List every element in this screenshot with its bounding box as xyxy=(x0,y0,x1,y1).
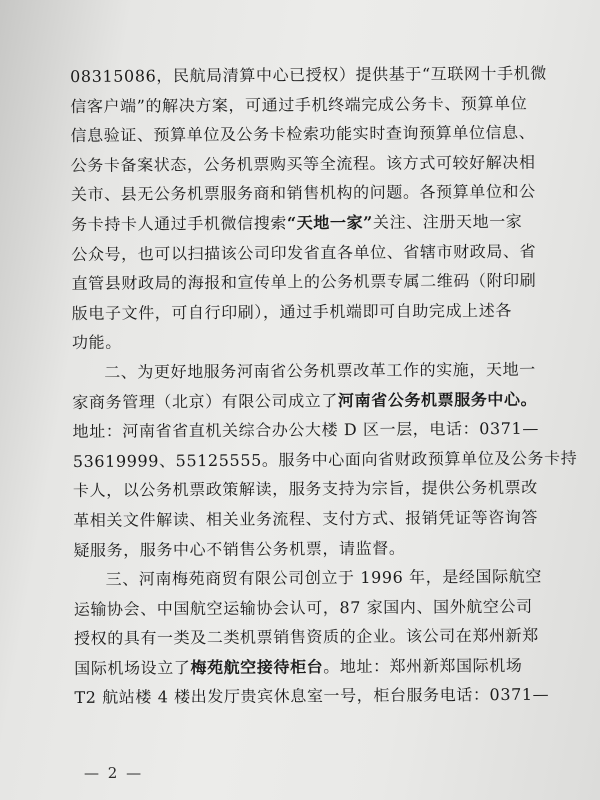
text-line: 公务卡备案状态，公务机票购买等全流程。该方式可较好解决相 xyxy=(70,152,536,175)
text-line: 信息验证、预算单位及公务卡检索功能实时查询预算单位信息、 xyxy=(70,122,536,146)
text-segment: 务卡持卡人通过手机微信搜索 xyxy=(71,213,288,234)
text-line: 53619999、55125555。服务中心面向省财政预算单位及公务卡持 xyxy=(72,448,578,471)
bold-term: 河南省公务机票服务中心。 xyxy=(337,389,538,410)
text-segment: 国际机场设立了 xyxy=(74,658,191,678)
paragraph-2 xyxy=(72,355,578,565)
page-number: — 2 — xyxy=(84,764,144,782)
text-line: 卡人，以公务机票政策解读，服务支持为宗旨，提供公务机票改 xyxy=(72,478,538,501)
text-line: 三、河南梅苑商贸有限公司创立于 1996 年，是经国际航空 xyxy=(105,566,542,589)
text-line: 功能。 xyxy=(71,332,122,353)
text-line: T2 航站楼 4 楼出发厅贵宾休息室一号，柜台服务电话：0371— xyxy=(74,685,550,708)
text-line xyxy=(74,651,544,684)
text-segment: 关注、注册天地一家 xyxy=(372,211,523,232)
text-line xyxy=(72,384,542,417)
text-line: 二、为更好地服务河南省公务机票改革工作的实施，天地一 xyxy=(104,359,536,382)
text-line: 地址：河南省省直机关综合办公大楼 D 区一层，电话：0371— xyxy=(72,418,539,442)
text-line: 授权的具有一类及二类机票销售资质的企业。该公司在郑州新郑 xyxy=(73,626,539,649)
text-line: 版电子文件，可自行印刷），通过手机端即可自助完成上述各 xyxy=(71,300,513,323)
text-line: 革相关文件解读、相关业务流程、支付方式、报销凭证等咨询答 xyxy=(73,507,539,530)
bold-term: 梅苑航空接待柜台 xyxy=(190,657,324,678)
document-body xyxy=(70,59,578,713)
paragraph-3 xyxy=(73,562,550,713)
text-line: 关市、县无公务机票服务商和销售机构的问题。各预算单位和公 xyxy=(70,182,536,205)
text-line: 公众号，也可以扫描该公司印发省直各单位、省辖市财政局、省 xyxy=(71,241,537,264)
text-line: 运输协会、中国航空运输协会认可，87 家国内、国外航空公司 xyxy=(73,596,533,619)
text-line: 信客户端”的解决方案，可通过手机终端完成公务卡、预算单位 xyxy=(70,93,528,116)
text-segment: 。地址：郑州新郑国际机场 xyxy=(323,655,523,677)
text-line: 疑服务，服务中心不销售公务机票，请监督。 xyxy=(73,538,406,560)
text-line: 直管县财政局的海报和宣传单上的公务机票专属二维码（附印刷 xyxy=(71,270,537,294)
text-segment: 家商务管理（北京）有限公司成立了 xyxy=(72,390,339,412)
text-line: 08315086，民航局清算中心已授权）提供基于“互联网十手机微 xyxy=(70,63,547,86)
bold-term: “天地一家” xyxy=(286,212,374,233)
paragraph-1 xyxy=(70,59,547,358)
text-line xyxy=(71,207,541,240)
